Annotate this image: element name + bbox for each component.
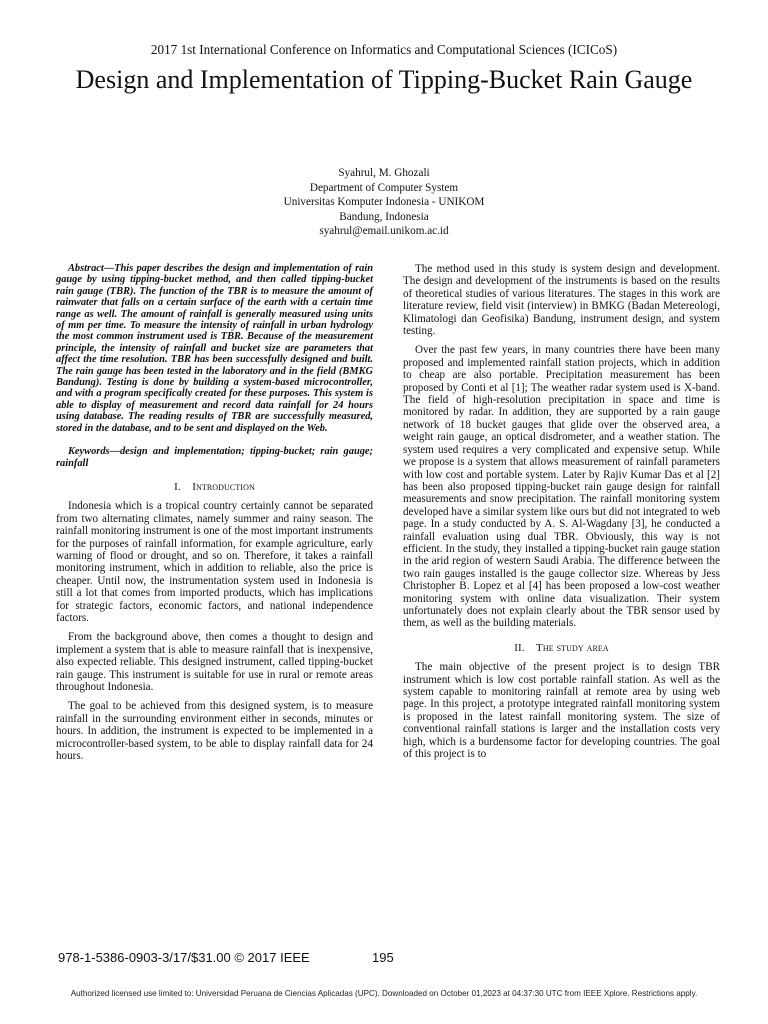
intro-paragraph: The goal to be achieved from this designed system, is to measure rainfall in the surrounding environment either in seconds, minutes or hours. In addition, the instrument is expected to be implemented in a microcontroller-based system, to be able to display rainfall data for 24 hours. <box>56 700 373 763</box>
footer-isbn: 978-1-5386-0903-3/17/$31.00 © 2017 IEEE <box>58 950 310 965</box>
author-names: Syahrul, M. Ghozali <box>338 167 430 179</box>
section-number: II. <box>514 641 525 654</box>
conference-name: 2017 1st International Conference on Informatics and Computational Sciences (ICICoS) <box>150 42 618 57</box>
intro-paragraph: Indonesia which is a tropical country certainly cannot be separated from two alternating climates, namely summer and rainy season. The rainfall monitoring instrument is one of the most important instruments for the purposes of rainfall information, for example agriculture, early warning of flood or drought, and so on. Therefore, it takes a rainfall monitoring instrument, which in addition to reliable, also the price is cheaper. Until now, the instrumentation system used in Indonesia is still a lot that comes from imported products, which has implications for strategic factors, economic factors, and national independence factors. <box>56 500 373 624</box>
section-title: The study area <box>536 641 609 654</box>
author-block <box>0 166 768 239</box>
section-number: I. <box>174 480 181 493</box>
abstract-block <box>56 263 373 469</box>
abstract-text: Abstract—This paper describes the design and implementation of rain gauge by using tipping-bucket method, and then called tipping-bucket rain gauge (TBR). The function of the TBR is to measure the amount of rainwater that falls on a certain surface of the earth with a certain time range as well. The amount of rainfall is generally measured using units of mm per time. To measure the intensity of rainfall in urban hydrology the most common instrument used is TBR. Because of the measurement principle, the intensity of rainfall and bucket size are parameters that affect the time resolution. TBR has been successfully designed and built. The rain gauge has been tested in the laboratory and in the field (BMKG Bandung). Testing is done by building a system-based microcontroller, and with a program specifically created for these purposes. This system is able to display of measurement and record data rainfall for 24 hours using database. The reading results of TBR are successfully measured, stored in the database, and to be sent and displayed on the Web. <box>56 263 373 434</box>
section-title: Introduction <box>192 480 255 493</box>
body-paragraph: The method used in this study is system design and development. The design and development of the instruments is based on the results of theoretical studies of various literatures. The stages in this work are literature review, field visit (interview) in BMKG (Badan Metereologi, Klimatologi dan Geofisika) Bandung, instrument design, and system testing. <box>403 263 720 338</box>
section-heading-study-area <box>403 642 720 654</box>
right-column <box>403 263 720 767</box>
intro-paragraph: From the background above, then comes a thought to design and implement a system that is able to measure rainfall that is inexpensive, also expected reliable. This designed instrument, called tipping-bucket rain gauge. This instrument is suitable for use in rural or remote areas throughout Indonesia. <box>56 631 373 693</box>
author-university: Universitas Komputer Indonesia - UNIKOM <box>283 196 485 209</box>
page-number: 195 <box>372 950 394 965</box>
section-heading-introduction <box>56 481 373 493</box>
author-email: syahrul@email.unikom.ac.id <box>319 225 449 238</box>
body-paragraph: Over the past few years, in many countries there have been many proposed and implemented rainfall station projects, which in addition to cheap are also portable. Precipitation measurement has been proposed by Conti et al [1]; The weather radar system used is X-band. The field of high-resolution precipitation in space and time is monitored by radar. In addition, they are supported by a rain gauge network of 18 bucket gauges that glide over the observed area, a weight rain gauge, an optical disdrometer, and a weather station. The system used requires a very complicated and expensive setup. While we propose is a system that allows measurement of rainfall parameters with low cost and portable system. Later by Rajiv Kumar Das et al [2] has been also proposed tipping-bucket rain gauge design for rainfall measurements and snow precipitation. The rainfall monitoring system developed have a similar system like ours but did not integrated to web page. In a study conducted by A. S. Al-Wagdany [3], he conducted a rainfall evaluation using dual TBR. Obviously, this way is not efficient. In the study, they installed a tipping-bucket rain gauge station in the arid region of western Saudi Arabia. The difference between the two rain gauges installed is the gauge collector size. Whereas by Jess Christopher B. Lopez et al [4] has been proposed a low-cost weather monitoring system with online data visualization. Their system unfortunately does not explain clearly about the TBR sensor used by them, as well as the building materials. <box>403 344 720 630</box>
author-department: Department of Computer System <box>309 181 459 194</box>
author-city: Bandung, Indonesia <box>339 210 429 223</box>
license-notice: Authorized licensed use limited to: Universidad Peruana de Ciencias Aplicadas (UPC). Downloaded on October 01,2023 at 04:37:30 UTC from IEEE Xplore. Restrictions apply. <box>70 989 698 998</box>
left-column <box>56 263 373 769</box>
keywords-text: Keywords—design and implementation; tipping-bucket; rain gauge; rainfall <box>56 446 373 469</box>
study-area-paragraph: The main objective of the present project is to design TBR instrument which is low cost portable rainfall station. As well as the system capable to monitoring rainfall at remote area by using web page. In this project, a prototype integrated rainfall monitoring system is proposed in the latest rainfall monitoring system. The size of conventional rainfall stations is larger and the installation costs very high, which is a burdensome factor for developing countries. The goal of this project is to <box>403 661 720 761</box>
paper-title: Design and Implementation of Tipping-Bucket Rain Gauge <box>75 65 693 94</box>
